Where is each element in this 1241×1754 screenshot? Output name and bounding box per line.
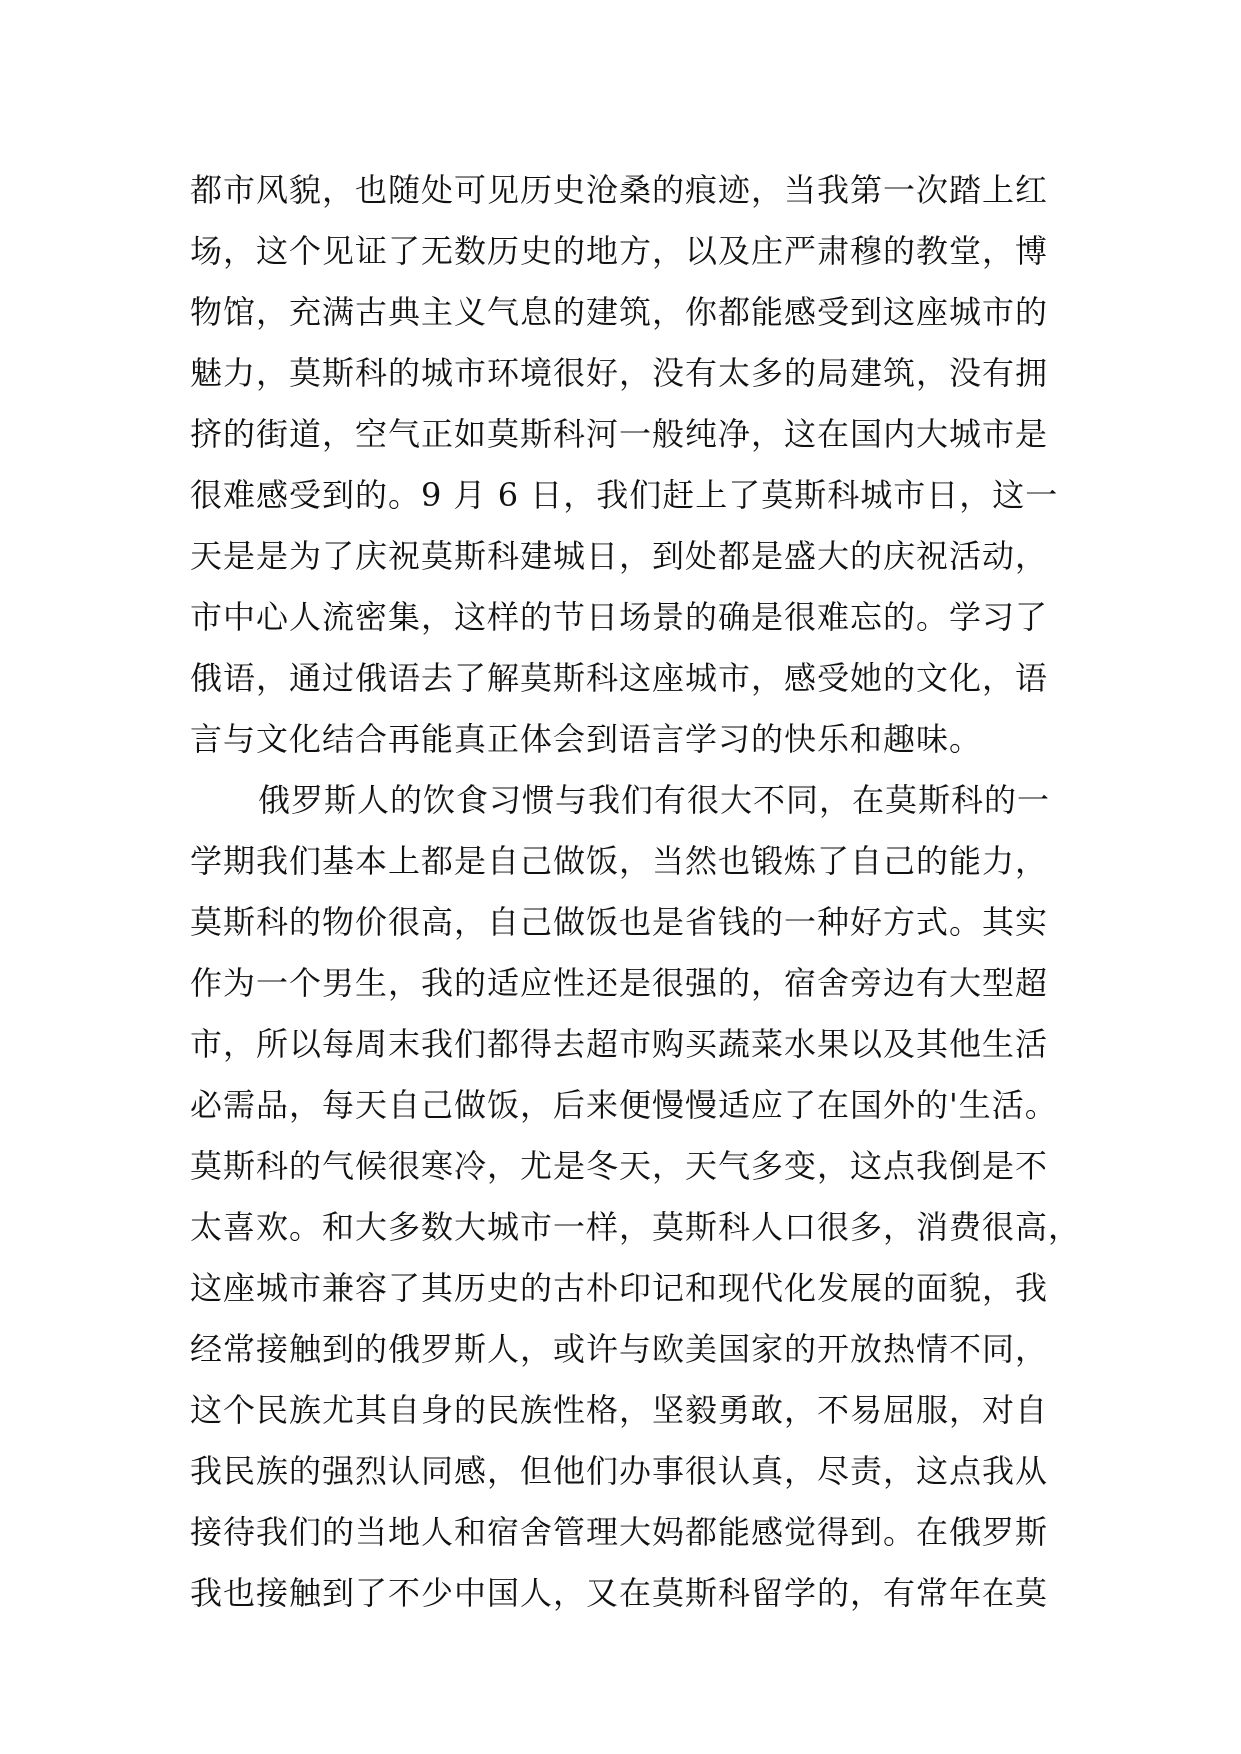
text-line: 我民族的强烈认同感，但他们办事很认真，尽责，这点我从 — [190, 1452, 1049, 1490]
text-line: 莫斯科的气候很寒冷，尤是冬天，天气多变，这点我倒是不 — [190, 1147, 1049, 1185]
text-line: 很难感受到的。9 月 6 日，我们赶上了莫斯科城市日，这一 — [190, 476, 1059, 514]
text-line: 这座城市兼容了其历史的古朴印记和现代化发展的面貌，我 — [190, 1269, 1049, 1307]
text-line: 这个民族尤其自身的民族性格，坚毅勇敢，不易屈服，对自 — [190, 1391, 1049, 1429]
paragraph-moscow-city — [190, 160, 1070, 770]
text-line: 接待我们的当地人和宿舍管理大妈都能感觉得到。在俄罗斯 — [190, 1513, 1049, 1551]
text-line-indented: 俄罗斯人的饮食习惯与我们有很大不同，在莫斯科的一 — [258, 781, 1051, 819]
paragraph-russian-life — [190, 770, 1082, 1624]
text-line: 物馆，充满古典主义气息的建筑，你都能感受到这座城市的 — [190, 293, 1049, 331]
text-line: 市，所以每周末我们都得去超市购买蔬菜水果以及其他生活 — [190, 1025, 1049, 1063]
text-line: 学期我们基本上都是自己做饭，当然也锻炼了自己的能力， — [190, 842, 1049, 880]
document-body — [190, 160, 1082, 1624]
text-line: 场，这个见证了无数历史的地方，以及庄严肃穆的教堂，博 — [190, 232, 1049, 270]
text-line: 俄语，通过俄语去了解莫斯科这座城市，感受她的文化，语 — [190, 659, 1049, 697]
text-line: 经常接触到的俄罗斯人，或许与欧美国家的开放热情不同， — [190, 1330, 1049, 1368]
text-line: 都市风貌，也随处可见历史沧桑的痕迹，当我第一次踏上红 — [190, 171, 1049, 209]
text-line: 天是是为了庆祝莫斯科建城日，到处都是盛大的庆祝活动， — [190, 537, 1049, 575]
text-line: 魅力，莫斯科的城市环境很好，没有太多的局建筑，没有拥 — [190, 354, 1049, 392]
text-line: 作为一个男生，我的适应性还是很强的，宿舍旁边有大型超 — [190, 964, 1049, 1002]
text-line: 言与文化结合再能真正体会到语言学习的快乐和趣味。 — [190, 720, 983, 758]
text-line: 莫斯科的物价很高，自己做饭也是省钱的一种好方式。其实 — [190, 903, 1049, 941]
text-line: 市中心人流密集，这样的节日场景的确是很难忘的。学习了 — [190, 598, 1049, 636]
text-line: 挤的街道，空气正如莫斯科河一般纯净，这在国内大城市是 — [190, 415, 1049, 453]
text-line: 必需品，每天自己做饭，后来便慢慢适应了在国外的'生活。 — [190, 1086, 1058, 1124]
text-line: 太喜欢。和大多数大城市一样，莫斯科人口很多，消费很高， — [190, 1208, 1082, 1246]
text-line: 我也接触到了不少中国人，又在莫斯科留学的，有常年在莫 — [190, 1574, 1049, 1612]
